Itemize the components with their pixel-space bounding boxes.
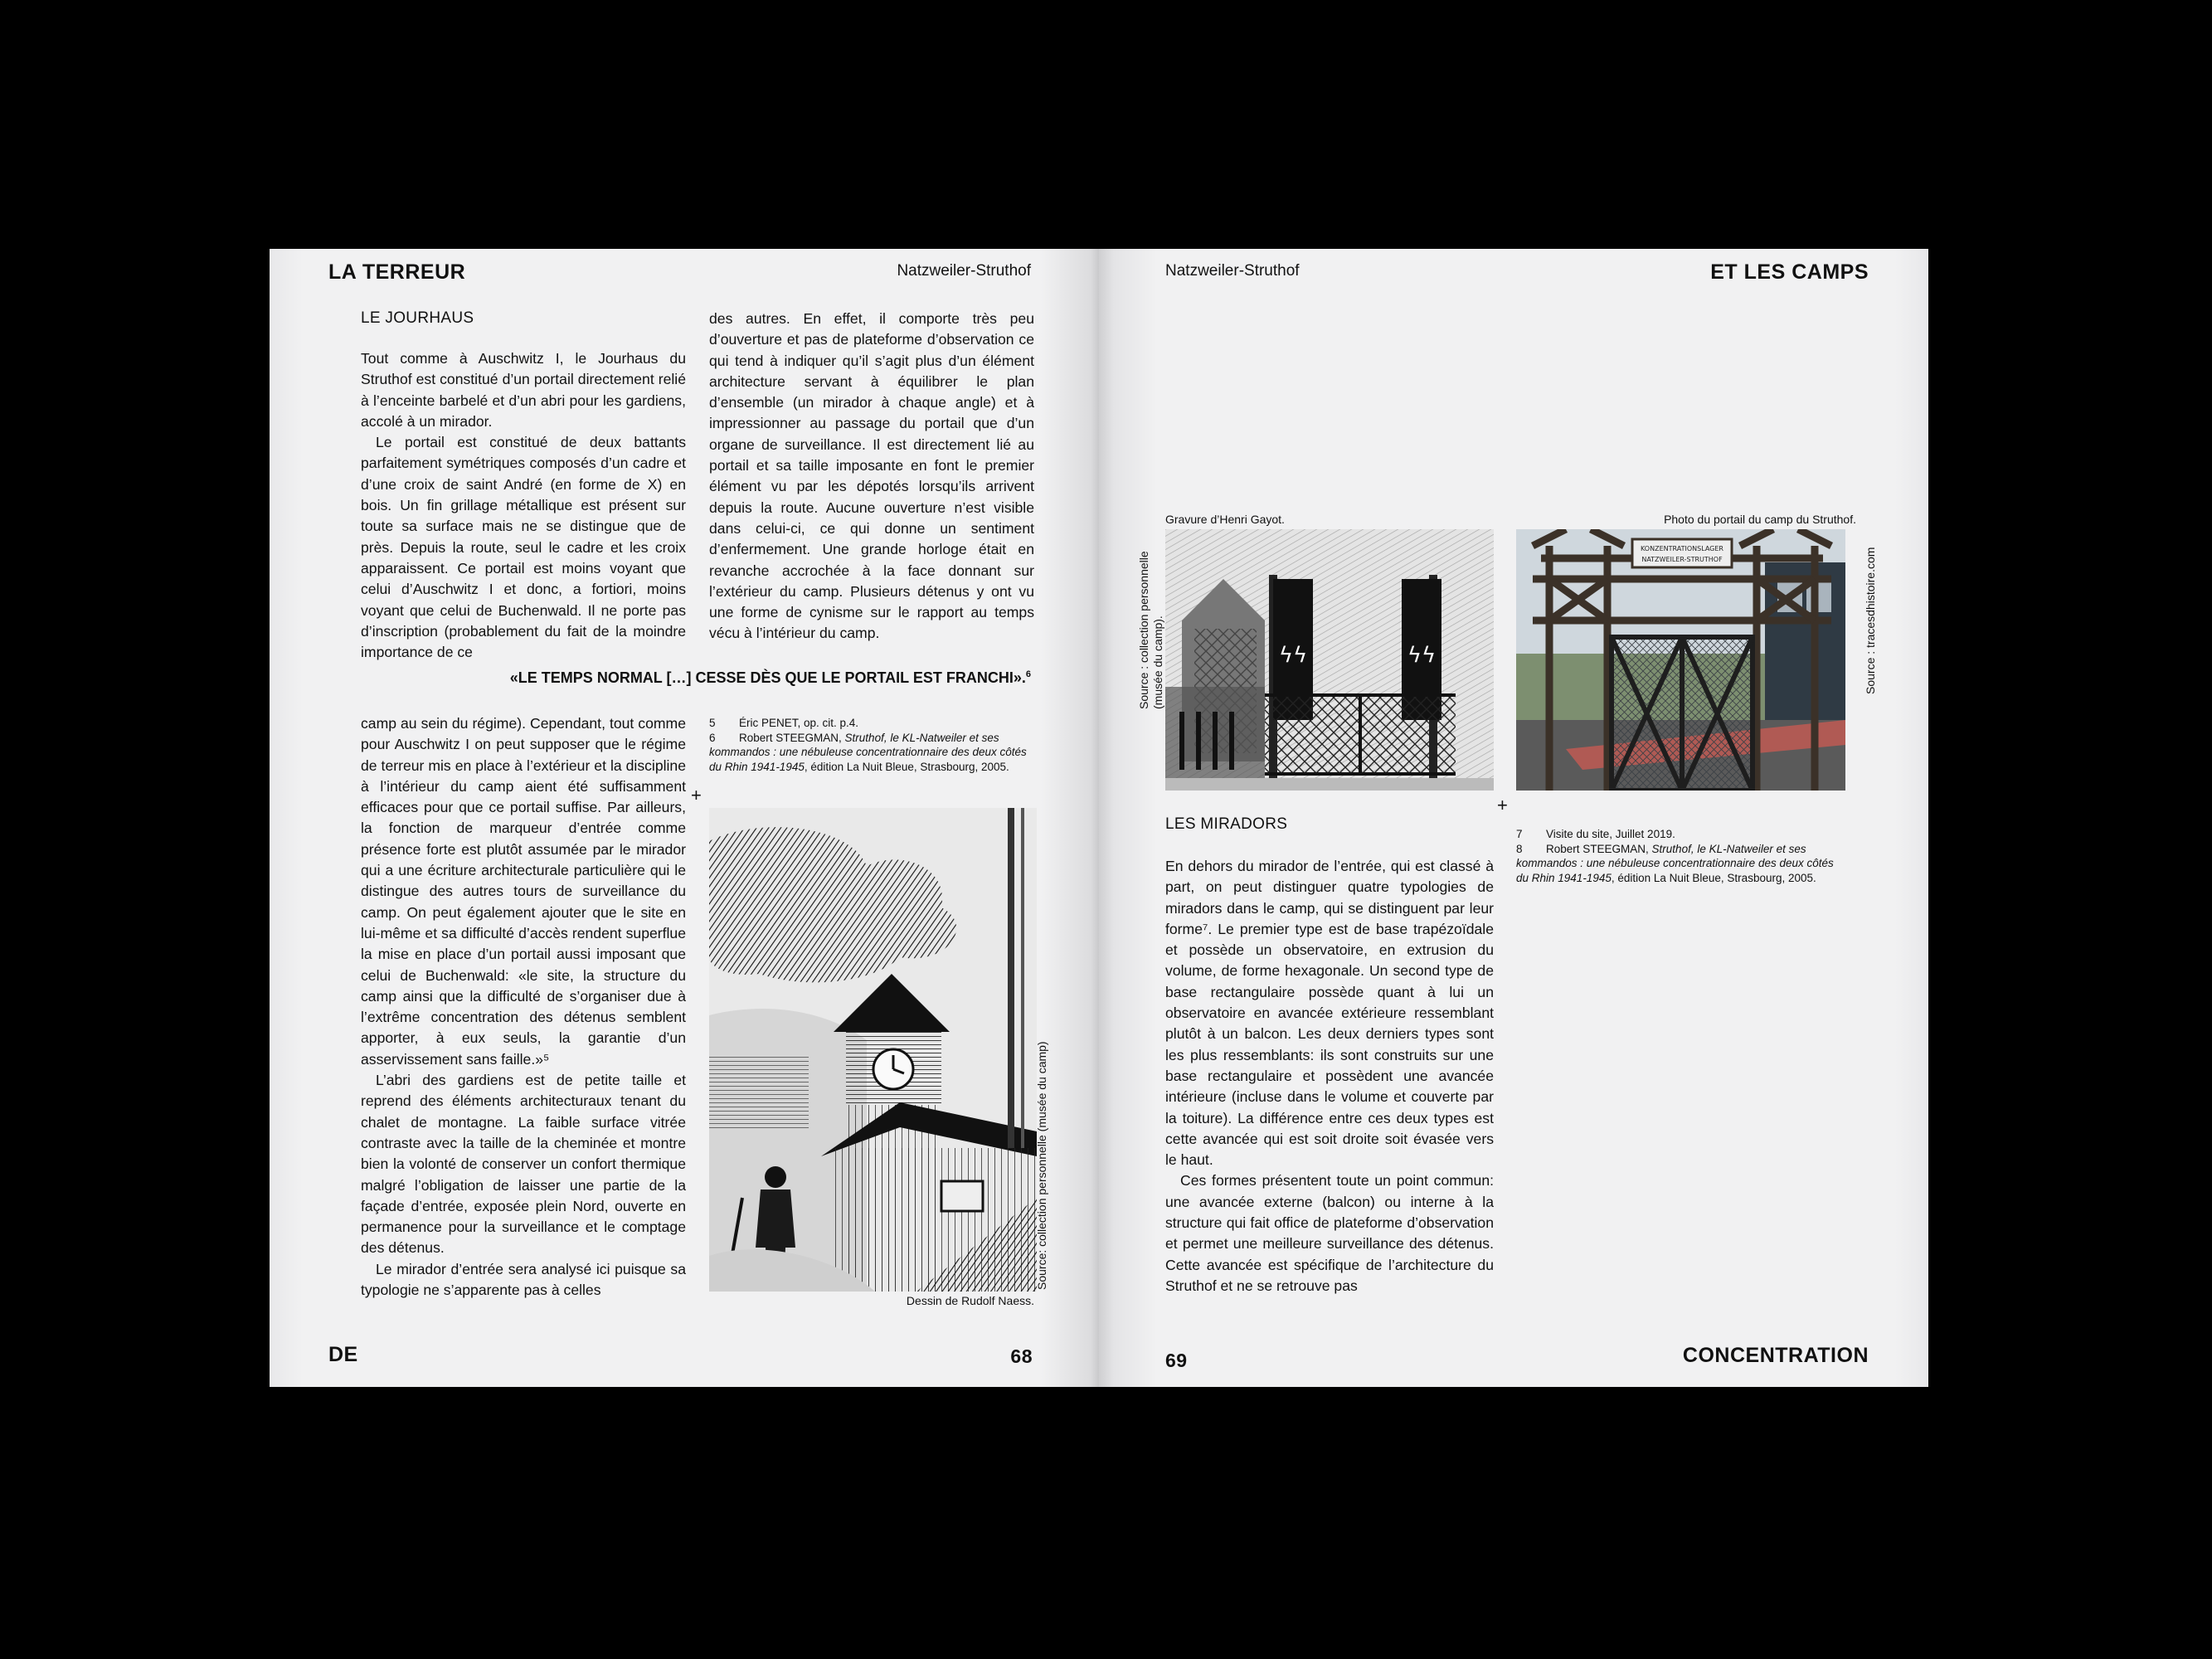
footnotes-right xyxy=(1516,827,1848,885)
image-source-photo: Source : tracesdhistoire.com xyxy=(1864,547,1877,694)
gate-sign-line-1: KONZENTRATIONSLAGER xyxy=(1641,545,1723,552)
footer-right-word: CONCENTRATION xyxy=(1682,1344,1869,1367)
open-book xyxy=(270,249,1928,1387)
column-3 xyxy=(361,713,686,1301)
right-page xyxy=(1099,249,1928,1387)
column-1 xyxy=(361,348,686,663)
section-heading-jourhaus: LE JOURHAUS xyxy=(361,309,474,327)
paragraph: Le portail est constitué de deux battants parfaitement symétriques composés d’un cadre et d’une croix de saint André (en forme de X) en bois. Un fin grillage métallique est présent sur toute sa surface mais ne se distingue que de près. Depuis la route, seul le cadre et les croix apparaissent. Ce portail est moins voyant que celui d’Auschwitz I et donc, a fortiori, moins voyant que celui de Buchenwald. Il ne porte pas d’inscription (probablement du fait de la moindre importance de ce xyxy=(361,434,686,661)
footnote-5: 5 Éric PENET, op. cit. p.4. xyxy=(709,717,859,729)
crop-mark-plus: + xyxy=(1497,795,1508,815)
footer-left-word: DE xyxy=(328,1343,358,1366)
gate-sign-line-2: NATZWEILER-STRUTHOF xyxy=(1641,556,1723,563)
pull-quote-ref: 6 xyxy=(1025,669,1031,679)
footnote-8: 8 Robert STEEGMAN, Struthof, le KL-Natweiler et ses kommandos : une nébuleuse concentrationnaire des deux côtés du Rhin 1941-1945, édition La Nuit Bleue, Strasbourg, 2005. xyxy=(1516,842,1834,884)
footnote-6: 6 Robert STEEGMAN, Struthof, le KL-Natweiler et ses kommandos : une nébuleuse concentrationnaire des deux côtés du Rhin 1941-1945, édition La Nuit Bleue, Strasbourg, 2005. xyxy=(709,731,1027,773)
pull-quote xyxy=(284,669,1031,687)
footnotes-left xyxy=(709,716,1037,774)
drawing-watchtower xyxy=(709,808,1037,1292)
pull-quote-text: «LE TEMPS NORMAL […] CESSE DÈS QUE LE PORTAIL EST FRANCHI». xyxy=(509,669,1026,686)
paragraph: L’abri des gardiens est de petite taille et reprend des éléments architecturaux tenant du chalet de montagne. La faible surface vitrée contraste avec la taille de la cheminée et montre bien la volonté de conserver un confort thermique malgré l’obligation de laisser une partie de la façade d’entrée, exposée plein Nord, ouverte en permanence pour la surveillance et le comptage des détenus. xyxy=(361,1072,686,1257)
left-page xyxy=(270,249,1099,1387)
running-head-location: Natzweiler-Struthof xyxy=(1165,262,1300,280)
image-source-left: Source: collection personnelle (musée du camp) xyxy=(1035,1041,1048,1290)
running-head-location: Natzweiler-Struthof xyxy=(897,262,1031,280)
paragraph: Le mirador d’entrée sera analysé ici puisque sa typologie ne s’apparente pas à celles xyxy=(361,1260,686,1299)
footnote-7: 7 Visite du site, Juillet 2019. xyxy=(1516,828,1675,840)
page-number-68: 68 xyxy=(1010,1345,1033,1367)
ss-label-left: ϟϟ xyxy=(1278,643,1308,668)
section-heading-miradors: LES MIRADORS xyxy=(1165,815,1288,833)
photo-struthof-gate xyxy=(1516,529,1845,791)
image-caption-photo: Photo du portail du camp du Struthof. xyxy=(1664,513,1856,526)
paragraph: Tout comme à Auschwitz I, le Jourhaus du Struthof est constitué d’un portail directement relié à l’enceinte barbelé et d’un abri pour les gardiens, accolé à un mirador. xyxy=(361,350,686,430)
paragraph: camp au sein du régime). Cependant, tout comme pour Auschwitz I on peut supposer que le régime de terreur mis en place à l’extérieur et la discipline à l’intérieur du camp aient été suffisamment efficaces pour que ce portail suffise. Par ailleurs, la fonction de marqueur d’entrée comme présence forte est plutôt assumée par le mirador qui a une écriture architecturale particulière qui le distingue des autres tours de surveillance du camp. On peut également ajouter que le site en lui-même et sa difficulté d’accès rendent superflue la mise en place d’un portail aussi imposant que celui de Buchenwald: «le site, la structure du camp ainsi que la difficulté de s’organiser due à l’extrême concentration des détenus semblent apporter, à eux seuls, la garantie d’un asservissement sans faille.»⁵ xyxy=(361,715,686,1068)
engraving-gate-banners xyxy=(1165,529,1494,791)
crop-mark-plus: + xyxy=(691,785,702,805)
image-source-gayot: Source : collection personnelle (musée du camp). xyxy=(1137,551,1164,709)
engraving-henri-gayot xyxy=(1165,529,1494,791)
running-head-left: LA TERREUR xyxy=(328,260,466,284)
paragraph: des autres. En effet, il comporte très peu d’ouverture et pas de plateforme d’observation ce qui tend à indiquer qu’il s’agit plus d’un élément architecture servant à équilibrer le plan d’ensemble (un mirador à chaque angle) et à impressionner au passage du portail que d’un organe de surveillance. Il est directement lié au portail et sa taille imposante en font le premier élément vu par les dépotés lorsqu’ils arrivent depuis la route. Aucune ouverture n’est visible dans celui-ci, ce qui donne un sentiment d’enfermement. Une grande horloge était en revanche accrochée à la face donnant sur l’extérieur du camp. Plusieurs détenus y ont vu une forme de cynisme sur le rapport au temps vécu à l’intérieur du camp. xyxy=(709,310,1034,642)
paragraph: Ces formes présentent toute un point commun: une avancée externe (balcon) ou interne à la structure qui fait office de plateforme d’observation et permet une meilleure surveillance des détenus. Cette avancée est spécifique de l’architecture du Struthof et ne se retrouve pas xyxy=(1165,1172,1494,1294)
ss-label-right: ϟϟ xyxy=(1407,643,1437,668)
image-caption-gayot: Gravure d’Henri Gayot. xyxy=(1165,513,1285,526)
paragraph: En dehors du mirador de l’entrée, qui est classé à part, on peut distinguer quatre typologies de miradors dans le camp, qui se distinguent par leur forme⁷. Le premier type est de base trapézoïdale et possède un observatoire, en extrusion du volume, de forme hexagonale. Un second type de base rectangulaire possède quant à lui un observatoire en avancée extérieure ressemblant plutôt à un balcon. Les deux derniers types sont les plus ressemblants: ils sont construits sur une base rectangulaire et possèdent une avancée intérieure (incluse dans le volume et couverte par la toiture). La différence entre ces deux types est cette avancée qui est soit droite soit évasée vers le haut. xyxy=(1165,858,1494,1169)
running-head-right: ET LES CAMPS xyxy=(1710,260,1869,284)
illustration-rudolf-naess xyxy=(709,808,1037,1292)
page-number-69: 69 xyxy=(1165,1350,1188,1371)
photo-gate-structure xyxy=(1516,529,1845,791)
image-caption-naess: Dessin de Rudolf Naess. xyxy=(906,1294,1034,1307)
column-miradors xyxy=(1165,856,1494,1297)
column-2 xyxy=(709,309,1034,645)
